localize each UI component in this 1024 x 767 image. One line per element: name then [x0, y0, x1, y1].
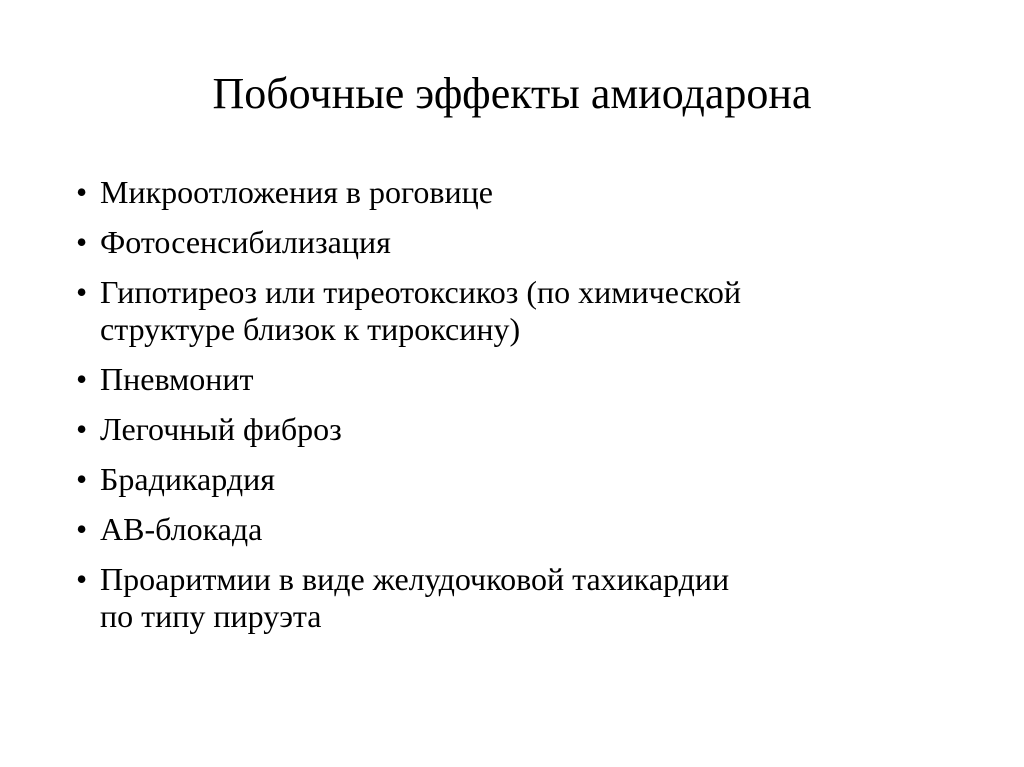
bullet-item [76, 361, 976, 398]
bullet-item [76, 174, 976, 211]
bullet-text: Брадикардия [100, 461, 275, 497]
bullet-icon: • [76, 224, 88, 260]
bullet-text: Легочный фиброз [100, 411, 342, 447]
bullet-item [76, 461, 976, 498]
bullet-icon: • [76, 274, 88, 310]
bullet-icon: • [76, 411, 88, 447]
bullet-text: Микроотложения в роговице [100, 174, 493, 210]
bullet-item [76, 224, 976, 261]
bullet-icon: • [76, 361, 88, 397]
slide-title: Побочные эффекты амиодарона [212, 69, 812, 118]
bullet-icon: • [76, 174, 88, 210]
bullet-text: Фотосенсибилизация [100, 224, 391, 260]
bullet-icon: • [76, 511, 88, 547]
bullet-text: АВ-блокада [100, 511, 263, 547]
bullet-icon: • [76, 461, 88, 497]
bullet-item [76, 411, 976, 448]
bullet-icon: • [76, 561, 88, 597]
bullet-list [76, 174, 976, 648]
bullet-text: Гипотиреоз или тиреотоксикоз (по химической структуре близок к тироксину) [100, 274, 741, 347]
bullet-item [76, 561, 976, 635]
bullet-text: Пневмонит [100, 361, 254, 397]
bullet-item [76, 274, 976, 348]
bullet-item [76, 511, 976, 548]
bullet-text: Проаритмии в виде желудочковой тахикардии по типу пируэта [100, 561, 730, 634]
